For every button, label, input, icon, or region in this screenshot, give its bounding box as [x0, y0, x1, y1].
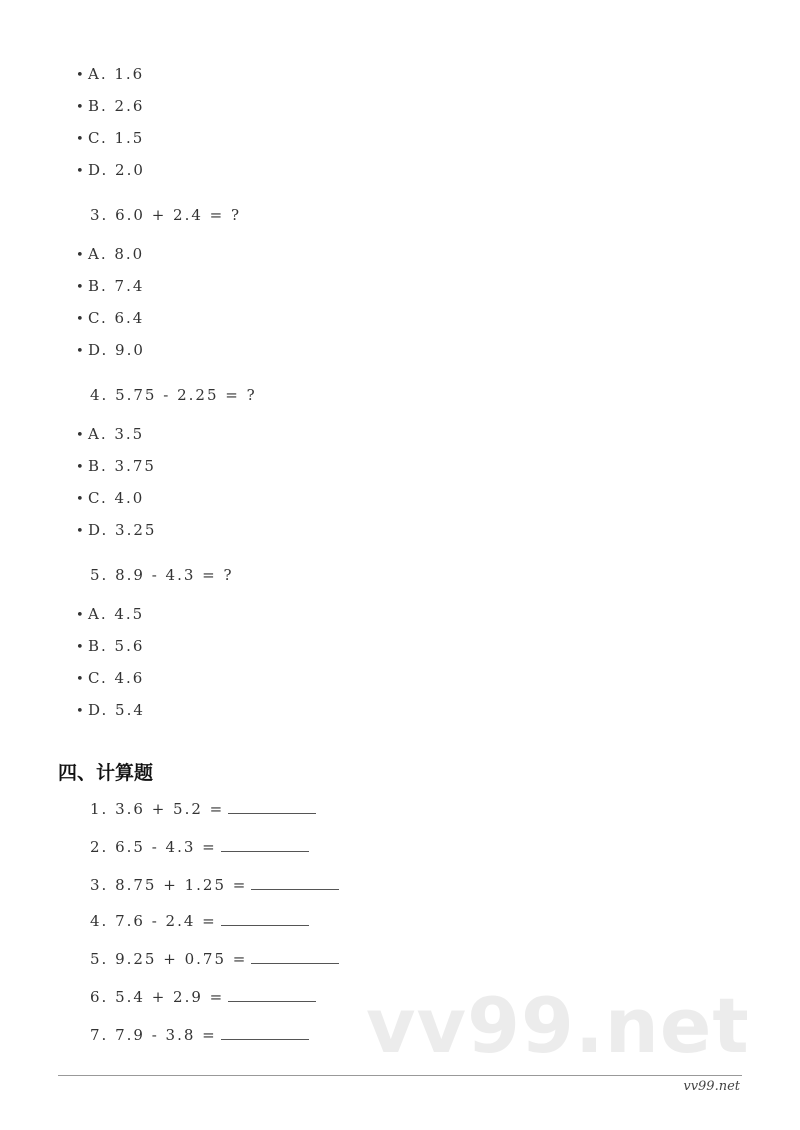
option-q3-a: • A. 8.0	[76, 245, 145, 263]
watermark: vv99.net	[366, 981, 750, 1070]
bullet-icon: •	[76, 312, 84, 327]
bullet-icon: •	[76, 608, 84, 623]
bullet-icon: •	[76, 492, 84, 507]
calc-item-4: 4. 7.6 - 2.4 =	[90, 911, 309, 930]
option-q3-c: • C. 6.4	[76, 309, 145, 327]
answer-blank[interactable]	[221, 837, 309, 852]
section-title: 四、计算题	[58, 762, 154, 784]
bullet-icon: •	[76, 164, 84, 179]
option-prev-c: • C. 1.5	[76, 129, 145, 147]
answer-blank[interactable]	[228, 987, 316, 1002]
question-3: 3. 6.0 + 2.4 = ?	[90, 206, 242, 224]
footer-site-text: vv99.net	[683, 1079, 740, 1094]
bullet-icon: •	[76, 68, 84, 83]
calc-item-6: 6. 5.4 + 2.9 =	[90, 987, 316, 1006]
bullet-icon: •	[76, 132, 84, 147]
option-q5-a: • A. 4.5	[76, 605, 145, 623]
answer-blank[interactable]	[251, 875, 339, 890]
option-q4-a: • A. 3.5	[76, 425, 145, 443]
calc-item-7: 7. 7.9 - 3.8 =	[90, 1025, 309, 1044]
option-q5-d: • D. 5.4	[76, 701, 145, 719]
calc-item-1: 1. 3.6 + 5.2 =	[90, 799, 316, 818]
question-5: 5. 8.9 - 4.3 = ?	[90, 566, 234, 584]
bullet-icon: •	[76, 100, 84, 115]
bullet-icon: •	[76, 460, 84, 475]
calc-item-5: 5. 9.25 + 0.75 =	[90, 949, 339, 968]
question-4: 4. 5.75 - 2.25 = ?	[90, 386, 257, 404]
option-prev-a: • A. 1.6	[76, 65, 145, 83]
option-q4-b: • B. 3.75	[76, 457, 156, 475]
option-prev-b: • B. 2.6	[76, 97, 145, 115]
option-q4-d: • D. 3.25	[76, 521, 157, 539]
option-q3-b: • B. 7.4	[76, 277, 145, 295]
bullet-icon: •	[76, 344, 84, 359]
bullet-icon: •	[76, 524, 84, 539]
answer-blank[interactable]	[221, 911, 309, 926]
footer-divider	[58, 1075, 742, 1076]
bullet-icon: •	[76, 428, 84, 443]
bullet-icon: •	[76, 280, 84, 295]
answer-blank[interactable]	[251, 949, 339, 964]
calc-item-3: 3. 8.75 + 1.25 =	[90, 875, 339, 894]
answer-blank[interactable]	[228, 799, 316, 814]
bullet-icon: •	[76, 704, 84, 719]
option-prev-d: • D. 2.0	[76, 161, 145, 179]
option-q5-b: • B. 5.6	[76, 637, 145, 655]
option-q5-c: • C. 4.6	[76, 669, 145, 687]
bullet-icon: •	[76, 248, 84, 263]
option-q3-d: • D. 9.0	[76, 341, 145, 359]
option-q4-c: • C. 4.0	[76, 489, 145, 507]
answer-blank[interactable]	[221, 1025, 309, 1040]
calc-item-2: 2. 6.5 - 4.3 =	[90, 837, 309, 856]
bullet-icon: •	[76, 672, 84, 687]
bullet-icon: •	[76, 640, 84, 655]
